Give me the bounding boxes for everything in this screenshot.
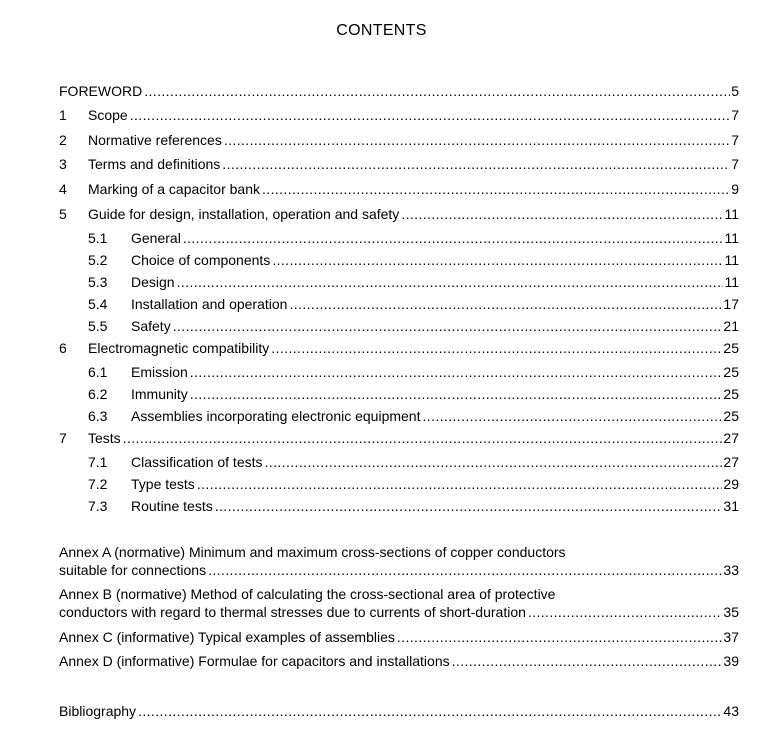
toc-subentry[interactable] bbox=[88, 229, 739, 247]
toc-label: conductors with regard to thermal stresses due to currents of short-duration bbox=[59, 604, 526, 620]
toc-number: 6.3 bbox=[88, 408, 108, 424]
toc-label: Assemblies incorporating electronic equipment bbox=[131, 408, 421, 424]
toc-entry-annex-b[interactable] bbox=[59, 603, 739, 621]
toc-entry-bibliography[interactable] bbox=[59, 702, 739, 720]
toc-entry[interactable] bbox=[59, 106, 739, 124]
toc-label: Safety bbox=[131, 318, 171, 334]
toc-entry-annex-c[interactable] bbox=[59, 628, 739, 646]
toc-label: Type tests bbox=[131, 476, 195, 492]
toc-label: Routine tests bbox=[131, 498, 213, 514]
dot-leader bbox=[177, 273, 724, 291]
dot-leader bbox=[123, 429, 723, 447]
toc-label: Design bbox=[131, 274, 175, 290]
toc-subentry[interactable] bbox=[88, 273, 739, 291]
toc-label: Normative references bbox=[88, 132, 222, 148]
toc-entry[interactable] bbox=[59, 131, 739, 149]
toc-page: 25 bbox=[723, 408, 739, 424]
toc-entry[interactable] bbox=[59, 429, 739, 447]
toc-label: Marking of a capacitor bank bbox=[88, 181, 260, 197]
dot-leader bbox=[144, 82, 730, 100]
toc-label: Terms and definitions bbox=[88, 156, 221, 172]
toc-number: 5.4 bbox=[88, 296, 108, 312]
toc-page: 11 bbox=[724, 274, 739, 290]
toc-page: 7 bbox=[731, 156, 739, 172]
toc-page: 35 bbox=[723, 604, 739, 620]
toc-number: 7.2 bbox=[88, 476, 108, 492]
toc-label: Classification of tests bbox=[131, 454, 263, 470]
toc-page: 25 bbox=[723, 340, 739, 356]
toc-subentry[interactable] bbox=[88, 363, 739, 381]
dot-leader bbox=[215, 497, 723, 515]
dot-leader bbox=[397, 628, 723, 646]
toc-label: FOREWORD bbox=[59, 83, 143, 99]
toc-page: 9 bbox=[731, 181, 739, 197]
toc-number: 5.3 bbox=[88, 274, 108, 290]
toc-page: 21 bbox=[723, 318, 739, 334]
dot-leader bbox=[528, 603, 723, 621]
dot-leader bbox=[422, 407, 722, 425]
toc-label: Bibliography bbox=[59, 703, 137, 719]
dot-leader bbox=[452, 652, 723, 670]
toc-number: 6.2 bbox=[88, 386, 108, 402]
toc-number: 7 bbox=[59, 430, 67, 446]
toc-page: 43 bbox=[723, 703, 739, 719]
dot-leader bbox=[197, 475, 723, 493]
toc-number: 4 bbox=[59, 181, 67, 197]
dot-leader bbox=[222, 155, 730, 173]
toc-subentry[interactable] bbox=[88, 295, 739, 313]
toc-page: 7 bbox=[731, 132, 739, 148]
toc-entry[interactable] bbox=[59, 155, 739, 173]
toc-page: 11 bbox=[724, 252, 739, 268]
toc-label: suitable for connections bbox=[59, 562, 207, 578]
toc-subentry[interactable] bbox=[88, 475, 739, 493]
toc-label: Emission bbox=[131, 364, 188, 380]
toc-page: 27 bbox=[723, 430, 739, 446]
dot-leader bbox=[262, 180, 730, 198]
toc-entry-foreword[interactable] bbox=[59, 82, 739, 100]
toc-page: 29 bbox=[723, 476, 739, 492]
toc-label: Electromagnetic compatibility bbox=[88, 340, 270, 356]
toc-subentry[interactable] bbox=[88, 317, 739, 335]
toc-page: 5 bbox=[731, 83, 739, 99]
annex-b-title[interactable]: Annex B (normative) Method of calculating the cross-sectional area of protective bbox=[59, 586, 556, 602]
toc-label: Choice of components bbox=[131, 252, 271, 268]
toc-label: Annex C (informative) Typical examples of assemblies bbox=[59, 629, 395, 645]
toc-label: Installation and operation bbox=[131, 296, 288, 312]
toc-page: 17 bbox=[723, 296, 739, 312]
toc-page: 11 bbox=[724, 230, 739, 246]
toc-label: Tests bbox=[88, 430, 121, 446]
toc-label: General bbox=[131, 230, 181, 246]
toc-label: Annex D (informative) Formulae for capacitors and installations bbox=[59, 653, 450, 669]
toc-page: 37 bbox=[723, 629, 739, 645]
toc-page: 31 bbox=[723, 498, 739, 514]
toc-subentry[interactable] bbox=[88, 453, 739, 471]
toc-entry[interactable] bbox=[59, 180, 739, 198]
toc-page: 11 bbox=[724, 206, 739, 222]
page-title: CONTENTS bbox=[336, 22, 427, 39]
toc-page: 25 bbox=[723, 386, 739, 402]
toc-entry-annex-d[interactable] bbox=[59, 652, 739, 670]
toc-page: 33 bbox=[723, 562, 739, 578]
toc-number: 5.2 bbox=[88, 252, 108, 268]
toc-entry-annex-a[interactable] bbox=[59, 561, 739, 579]
toc-page: 27 bbox=[723, 454, 739, 470]
dot-leader bbox=[272, 251, 723, 269]
dot-leader bbox=[224, 131, 730, 149]
annex-a-title[interactable]: Annex A (normative) Minimum and maximum cross-sections of copper conductors bbox=[59, 544, 566, 560]
toc-page: 39 bbox=[723, 653, 739, 669]
toc-label: Immunity bbox=[131, 386, 188, 402]
dot-leader bbox=[130, 106, 731, 124]
toc-number: 5.5 bbox=[88, 318, 108, 334]
dot-leader bbox=[271, 339, 722, 357]
toc-number: 3 bbox=[59, 156, 67, 172]
dot-leader bbox=[173, 317, 723, 335]
dot-leader bbox=[190, 385, 723, 403]
toc-entry[interactable] bbox=[59, 205, 739, 223]
dot-leader bbox=[265, 453, 723, 471]
toc-label: Guide for design, installation, operation and safety bbox=[88, 206, 400, 222]
toc-number: 5 bbox=[59, 206, 67, 222]
dot-leader bbox=[138, 702, 722, 720]
toc-subentry[interactable] bbox=[88, 385, 739, 403]
dot-leader bbox=[401, 205, 723, 223]
toc-number: 2 bbox=[59, 132, 67, 148]
toc-page: 7 bbox=[731, 107, 739, 123]
dot-leader bbox=[208, 561, 722, 579]
toc-label: Scope bbox=[88, 107, 128, 123]
toc-number: 7.1 bbox=[88, 454, 108, 470]
toc-entry[interactable] bbox=[59, 339, 739, 357]
toc-number: 1 bbox=[59, 107, 67, 123]
toc-subentry[interactable] bbox=[88, 251, 739, 269]
toc-number: 5.1 bbox=[88, 230, 108, 246]
toc-page: 25 bbox=[723, 364, 739, 380]
dot-leader bbox=[289, 295, 722, 313]
toc-number: 7.3 bbox=[88, 498, 108, 514]
dot-leader bbox=[190, 363, 723, 381]
toc-subentry[interactable] bbox=[88, 497, 739, 515]
toc-number: 6.1 bbox=[88, 364, 108, 380]
dot-leader bbox=[183, 229, 724, 247]
toc-number: 6 bbox=[59, 340, 67, 356]
toc-subentry[interactable] bbox=[88, 407, 739, 425]
